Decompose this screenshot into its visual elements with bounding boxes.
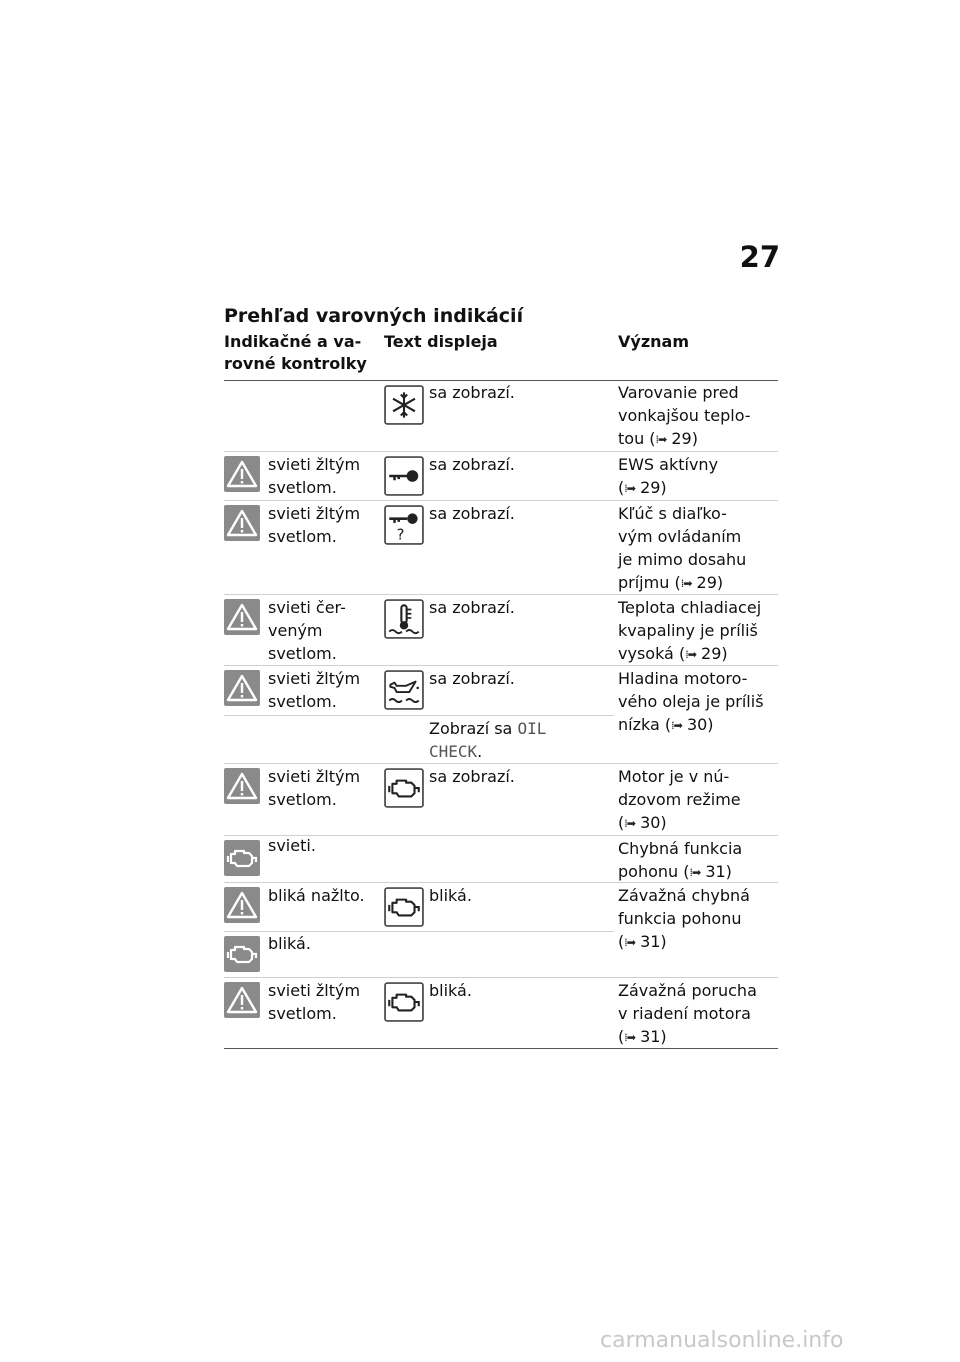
warning-triangle-icon xyxy=(224,982,260,1018)
page-arrow-icon: ⁞➡ xyxy=(624,817,635,830)
row-divider xyxy=(224,665,778,666)
page-arrow-icon: ⁞➡ xyxy=(624,936,635,949)
engine-icon xyxy=(224,936,260,972)
column-header-lamps: Indikačné a va- rovné kontrolky xyxy=(224,332,367,373)
r8-meaning: Závažná chybná funkcia pohonu (⁞➡ 31) xyxy=(618,884,778,954)
r4-display: sa zobrazí. xyxy=(429,598,515,617)
engine-icon xyxy=(384,768,424,808)
r9-meaning: Závažná porucha v riadení motora (⁞➡ 31) xyxy=(618,979,778,1049)
row-divider xyxy=(224,977,778,978)
page-arrow-icon: ⁞➡ xyxy=(671,719,682,732)
warning-triangle-icon xyxy=(224,505,260,541)
page-arrow-icon: ⁞➡ xyxy=(655,433,667,446)
row-divider xyxy=(224,451,778,452)
r3-lamp: svieti žltým svetlom. xyxy=(268,504,361,546)
engine-icon xyxy=(224,840,260,876)
r3-display: sa zobrazí. xyxy=(429,504,515,523)
key-icon xyxy=(384,456,424,496)
coolant-temp-icon xyxy=(384,599,424,639)
column-header-meaning: Význam xyxy=(618,332,689,351)
r9-lamp: svieti žltým svetlom. xyxy=(268,981,361,1023)
cross-reference: (⁞➡ 29) xyxy=(674,573,723,592)
r8-lamp-2: bliká. xyxy=(268,934,311,953)
row-divider xyxy=(224,882,778,883)
r7-lamp: svieti. xyxy=(268,836,316,855)
r2-display: sa zobrazí. xyxy=(429,455,515,474)
cross-reference: (⁞➡ 31) xyxy=(683,862,732,881)
r4-lamp: svieti čer- veným svetlom. xyxy=(268,598,346,663)
r4-meaning: Teplota chladiacej kvapaliny je príliš vysoká (⁞➡ 29) xyxy=(618,596,778,666)
cross-reference: (⁞➡ 31) xyxy=(618,1027,667,1046)
svg-text:?: ? xyxy=(396,526,405,544)
cross-reference: (⁞➡ 29) xyxy=(618,478,667,497)
section-title: Prehľad varovných indikácií xyxy=(224,305,524,327)
r6-lamp: svieti žltým svetlom. xyxy=(268,767,361,809)
watermark: carmanualsonline.info xyxy=(600,1328,844,1353)
cross-reference: (⁞➡ 30) xyxy=(665,715,714,734)
page-arrow-icon: ⁞➡ xyxy=(685,648,696,661)
r7-meaning: Chybná funkcia pohonu (⁞➡ 31) xyxy=(618,837,778,884)
engine-icon xyxy=(384,982,424,1022)
r5-display-oil-check: Zobrazí sa OIL CHECK. xyxy=(429,719,547,761)
r1-display: sa zobrazí. xyxy=(429,383,515,402)
row-divider xyxy=(224,594,778,595)
warning-triangle-icon xyxy=(224,599,260,635)
warning-triangle-icon xyxy=(224,456,260,492)
row-divider xyxy=(224,763,778,764)
r3-meaning: Kľúč s diaľko- vým ovládaním je mimo dosahu príjmu (⁞➡ 29) xyxy=(618,502,778,595)
oil-can-icon xyxy=(384,670,424,710)
r2-meaning: EWS aktívny (⁞➡ 29) xyxy=(618,453,778,500)
cross-reference: (⁞➡ 30) xyxy=(618,813,667,832)
page-arrow-icon: ⁞➡ xyxy=(624,1031,635,1044)
table-bottom-rule xyxy=(224,1048,778,1049)
r9-display: bliká. xyxy=(429,981,472,1000)
page-arrow-icon: ⁞➡ xyxy=(680,577,692,590)
engine-icon xyxy=(384,887,424,927)
column-header-display-text: Text displeja xyxy=(384,332,498,351)
r5-display: sa zobrazí. xyxy=(429,669,515,688)
cross-reference: (⁞➡ 31) xyxy=(618,932,667,951)
cross-reference: (⁞➡ 29) xyxy=(649,429,698,448)
cross-reference: (⁞➡ 29) xyxy=(679,644,728,663)
r6-meaning: Motor je v nú- dzovom režime (⁞➡ 30) xyxy=(618,765,778,835)
warning-triangle-icon xyxy=(224,887,260,923)
frost-icon xyxy=(384,385,424,425)
row-divider xyxy=(224,715,614,716)
page-arrow-icon: ⁞➡ xyxy=(624,482,635,495)
r8-display: bliká. xyxy=(429,886,472,905)
r8-lamp: bliká nažlto. xyxy=(268,886,365,905)
r5-lamp: svieti žltým svetlom. xyxy=(268,669,361,711)
row-divider xyxy=(224,500,778,501)
page-number: 27 xyxy=(739,240,780,274)
r5-meaning: Hladina motoro- vého oleja je príliš nízka (⁞➡ 30) xyxy=(618,667,778,737)
r6-display: sa zobrazí. xyxy=(429,767,515,786)
r1-meaning: Varovanie pred vonkajšou teplo- tou (⁞➡ 29) xyxy=(618,381,778,451)
warning-triangle-icon xyxy=(224,768,260,804)
r2-lamp: svieti žltým svetlom. xyxy=(268,455,361,497)
key-question-icon xyxy=(384,505,424,545)
page-arrow-icon: ⁞➡ xyxy=(689,866,701,879)
warning-triangle-icon xyxy=(224,670,260,706)
